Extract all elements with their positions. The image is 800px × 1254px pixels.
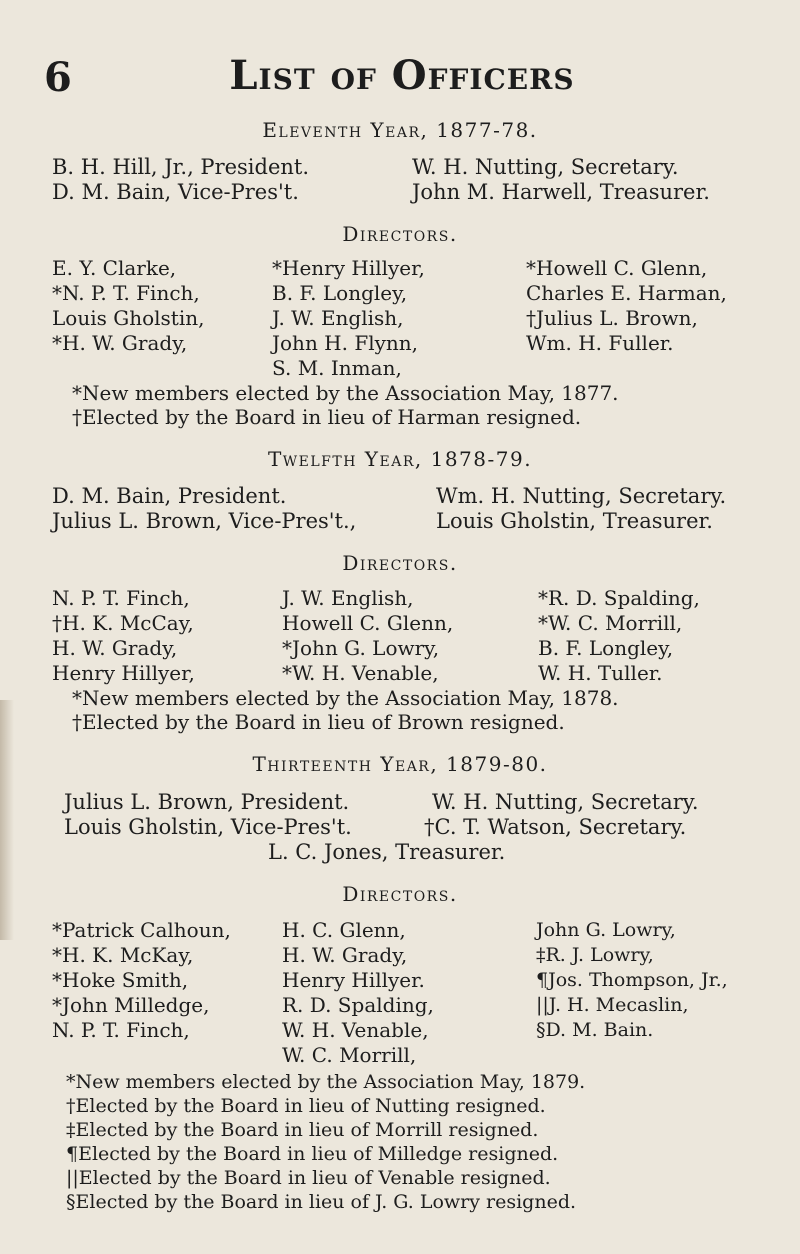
director: J. W. English, — [282, 586, 414, 610]
footnote: ¶Elected by the Board in lieu of Milledge resigned. — [66, 1143, 559, 1165]
director: ‡R. J. Lowry, — [536, 944, 654, 966]
director: *H. K. McKay, — [52, 943, 194, 967]
director: W. C. Morrill, — [282, 1043, 417, 1067]
director: R. D. Spalding, — [282, 993, 434, 1017]
directors-col-3 — [526, 256, 727, 356]
director: H. W. Grady, — [52, 636, 178, 660]
director: E. Y. Clarke, — [52, 256, 177, 280]
director: H. W. Grady, — [282, 943, 408, 967]
director: B. F. Longley, — [538, 636, 674, 660]
officer-vice-president: Louis Gholstin, Vice-Pres't. — [64, 815, 352, 839]
directors-heading: Directors. — [342, 222, 458, 246]
director: John G. Lowry, — [536, 919, 676, 941]
directors-col-2 — [272, 256, 425, 381]
page-header — [44, 52, 760, 102]
footnotes — [66, 1070, 585, 1214]
footnote: *New members elected by the Association May, 1878. — [72, 686, 619, 710]
directors-col-1 — [52, 256, 204, 356]
footnote: †Elected by the Board in lieu of Brown resigned. — [72, 710, 565, 734]
footnote: *New members elected by the Association May, 1879. — [66, 1071, 586, 1093]
director: S. M. Inman, — [272, 356, 402, 380]
director: *Henry Hillyer, — [272, 256, 425, 280]
director: N. P. T. Finch, — [52, 586, 190, 610]
page-number: 6 — [44, 54, 72, 101]
officer-president: Julius L. Brown, President. — [64, 790, 350, 814]
directors-col-2 — [282, 918, 434, 1068]
section-title: Thirteenth Year, 1879-80. — [252, 752, 548, 776]
director: W. H. Tuller. — [538, 661, 663, 685]
director: N. P. T. Finch, — [52, 1018, 190, 1042]
director: W. H. Venable, — [282, 1018, 429, 1042]
directors-col-1 — [52, 586, 195, 686]
footnote: §Elected by the Board in lieu of J. G. Lowry resigned. — [66, 1191, 577, 1213]
director: J. W. English, — [272, 306, 404, 330]
director: Henry Hillyer, — [52, 661, 195, 685]
director: John H. Flynn, — [272, 331, 419, 355]
director: *John Milledge, — [52, 993, 210, 1017]
officer-vice-president: D. M. Bain, Vice-Pres't. — [52, 180, 299, 204]
director: ¶Jos. Thompson, Jr., — [536, 969, 728, 991]
officer-secretary: Wm. H. Nutting, Secretary. — [436, 484, 727, 508]
director: *Hoke Smith, — [52, 968, 189, 992]
footnote: †Elected by the Board in lieu of Harman resigned. — [72, 405, 582, 429]
officer-secretary-2: †C. T. Watson, Secretary. — [424, 815, 687, 839]
director: Howell C. Glenn, — [282, 611, 454, 635]
director: *N. P. T. Finch, — [52, 281, 200, 305]
officer-treasurer: Louis Gholstin, Treasurer. — [436, 509, 713, 533]
section-title: Twelfth Year, 1878-79. — [267, 447, 533, 471]
director: *W. H. Venable, — [282, 661, 439, 685]
director: Charles E. Harman, — [526, 281, 727, 305]
footnote: ||Elected by the Board in lieu of Venable resigned. — [66, 1167, 551, 1189]
director: *R. D. Spalding, — [538, 586, 700, 610]
page-title: List of Officers — [229, 52, 575, 99]
directors-col-3 — [536, 918, 728, 1043]
footnote: ‡Elected by the Board in lieu of Morrill resigned. — [66, 1119, 539, 1141]
directors-col-2 — [282, 586, 453, 686]
footnote: *New members elected by the Association May, 1877. — [72, 381, 619, 405]
director: H. C. Glenn, — [282, 918, 406, 942]
director: *John G. Lowry, — [282, 636, 440, 660]
section-title: Eleventh Year, 1877-78. — [262, 118, 538, 142]
director: §D. M. Bain. — [536, 1019, 654, 1041]
director: Wm. H. Fuller. — [526, 331, 674, 355]
officer-treasurer: L. C. Jones, Treasurer. — [268, 840, 506, 864]
officer-president: B. H. Hill, Jr., President. — [52, 155, 310, 179]
director: †Julius L. Brown, — [526, 306, 698, 330]
officer-vice-president: Julius L. Brown, Vice-Pres't., — [52, 509, 357, 533]
director: †H. K. McCay, — [52, 611, 194, 635]
director: *Howell C. Glenn, — [526, 256, 708, 280]
officer-treasurer: John M. Harwell, Treasurer. — [412, 180, 710, 204]
director: B. F. Longley, — [272, 281, 408, 305]
footnote: †Elected by the Board in lieu of Nutting resigned. — [66, 1095, 546, 1117]
directors-heading: Directors. — [342, 551, 458, 575]
directors-col-1 — [52, 918, 231, 1043]
director: *W. C. Morrill, — [538, 611, 683, 635]
director: *H. W. Grady, — [52, 331, 188, 355]
officer-secretary: W. H. Nutting, Secretary. — [412, 155, 679, 179]
director: ||J. H. Mecaslin, — [536, 994, 689, 1016]
officer-president: D. M. Bain, President. — [52, 484, 287, 508]
director: Henry Hillyer. — [282, 968, 425, 992]
directors-col-3 — [538, 586, 700, 686]
officer-secretary: W. H. Nutting, Secretary. — [432, 790, 699, 814]
director: Louis Gholstin, — [52, 306, 205, 330]
director: *Patrick Calhoun, — [52, 918, 231, 942]
directors-heading: Directors. — [342, 882, 458, 906]
